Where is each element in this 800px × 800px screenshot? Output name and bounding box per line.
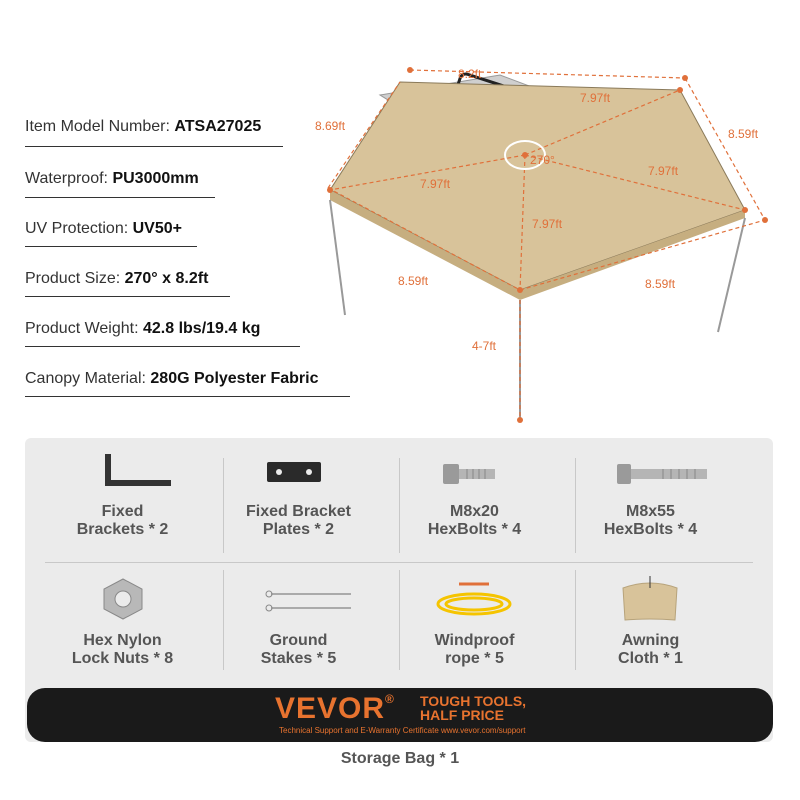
support-text: Technical Support and E-Warranty Certificate www.vevor.com/support [279, 726, 526, 735]
pole [330, 200, 345, 315]
part-qty: Brackets * 2 [76, 521, 169, 538]
brand-name: VEVOR [275, 692, 386, 725]
spec-label: Item Model Number: [25, 118, 170, 135]
spec-waterproof [25, 170, 199, 188]
part-name: Awning [621, 632, 680, 649]
dim-top-width: 8.2ft [458, 67, 482, 81]
registered-mark: ® [385, 692, 395, 706]
part-qty: rope * 5 [445, 650, 504, 667]
part-name: Fixed Bracket [246, 503, 351, 520]
spec-value: 280G Polyester Fabric [150, 370, 319, 387]
part-name: M8x20 [450, 503, 499, 520]
divider [25, 296, 230, 297]
spec-material [25, 370, 319, 388]
dim-right-side: 8.59ft [728, 127, 759, 141]
pole [718, 218, 745, 332]
dim-top-right: 7.97ft [580, 91, 611, 105]
part-name: Hex Nylon [83, 632, 162, 649]
dim-height: 4-7ft [472, 339, 497, 353]
part-ground-stakes [211, 574, 386, 689]
spec-value: UV50+ [132, 220, 182, 237]
dim-radius-left: 7.97ft [420, 177, 451, 191]
part-bracket-plates [211, 448, 386, 563]
divider [25, 246, 197, 247]
part-qty: HexBolts * 4 [603, 521, 698, 538]
part-qty: Plates * 2 [262, 521, 335, 538]
slogan-line2: HALF PRICE [420, 707, 504, 723]
brand-logo [275, 692, 395, 726]
bracket-plate-icon [263, 458, 333, 498]
ground-stake-icon [261, 584, 361, 624]
slogan [420, 694, 526, 722]
part-lock-nuts [35, 574, 210, 689]
spec-label: Waterproof: [25, 170, 108, 187]
spec-weight [25, 320, 260, 338]
divider [25, 346, 300, 347]
spec-value: ATSA27025 [174, 118, 262, 135]
dim-left-side: 8.69ft [315, 119, 346, 133]
dim-radius-right: 7.97ft [648, 164, 679, 178]
short-bolt-icon [439, 458, 509, 498]
l-bracket-icon [95, 452, 175, 492]
storage-bag-label: Storage Bag * 1 [340, 750, 460, 767]
divider [25, 197, 215, 198]
dim-radius-front: 7.97ft [532, 217, 563, 231]
spec-value: 42.8 lbs/19.4 kg [143, 320, 261, 337]
cloth-bag-icon [615, 574, 685, 622]
long-bolt-icon [613, 458, 713, 498]
divider [25, 146, 283, 147]
dim-front-left: 8.59ft [398, 274, 429, 288]
part-windproof-rope [387, 574, 562, 689]
part-qty: Cloth * 1 [618, 650, 683, 667]
part-m8x20-bolts [387, 448, 562, 563]
canopy [330, 82, 745, 290]
part-awning-cloth [563, 574, 738, 689]
awning-diagram [300, 60, 790, 435]
spec-uv [25, 220, 182, 238]
part-qty: HexBolts * 4 [427, 521, 522, 538]
dim-angle: 270° [530, 153, 555, 167]
rope-icon [429, 576, 519, 620]
hex-nut-icon [98, 576, 148, 620]
part-fixed-brackets [35, 448, 210, 563]
part-name: Fixed [101, 503, 144, 520]
dim-front-right: 8.59ft [645, 277, 676, 291]
spec-value: 270° x 8.2ft [124, 270, 209, 287]
part-name: M8x55 [626, 503, 675, 520]
spec-model [25, 118, 261, 136]
storage-bag [27, 688, 773, 742]
spec-value: PU3000mm [112, 170, 199, 187]
spec-label: Product Size: [25, 270, 121, 287]
spec-size [25, 270, 208, 288]
spec-label: UV Protection: [25, 220, 129, 237]
slogan-line1: TOUGH TOOLS, [420, 693, 527, 709]
spec-label: Product Weight: [25, 320, 139, 337]
spec-label: Canopy Material: [25, 370, 146, 387]
part-m8x55-bolts [563, 448, 738, 563]
part-qty: Stakes * 5 [260, 650, 337, 667]
part-qty: Lock Nuts * 8 [71, 650, 174, 667]
part-name: Ground [269, 632, 328, 649]
part-name: Windproof [434, 632, 515, 649]
